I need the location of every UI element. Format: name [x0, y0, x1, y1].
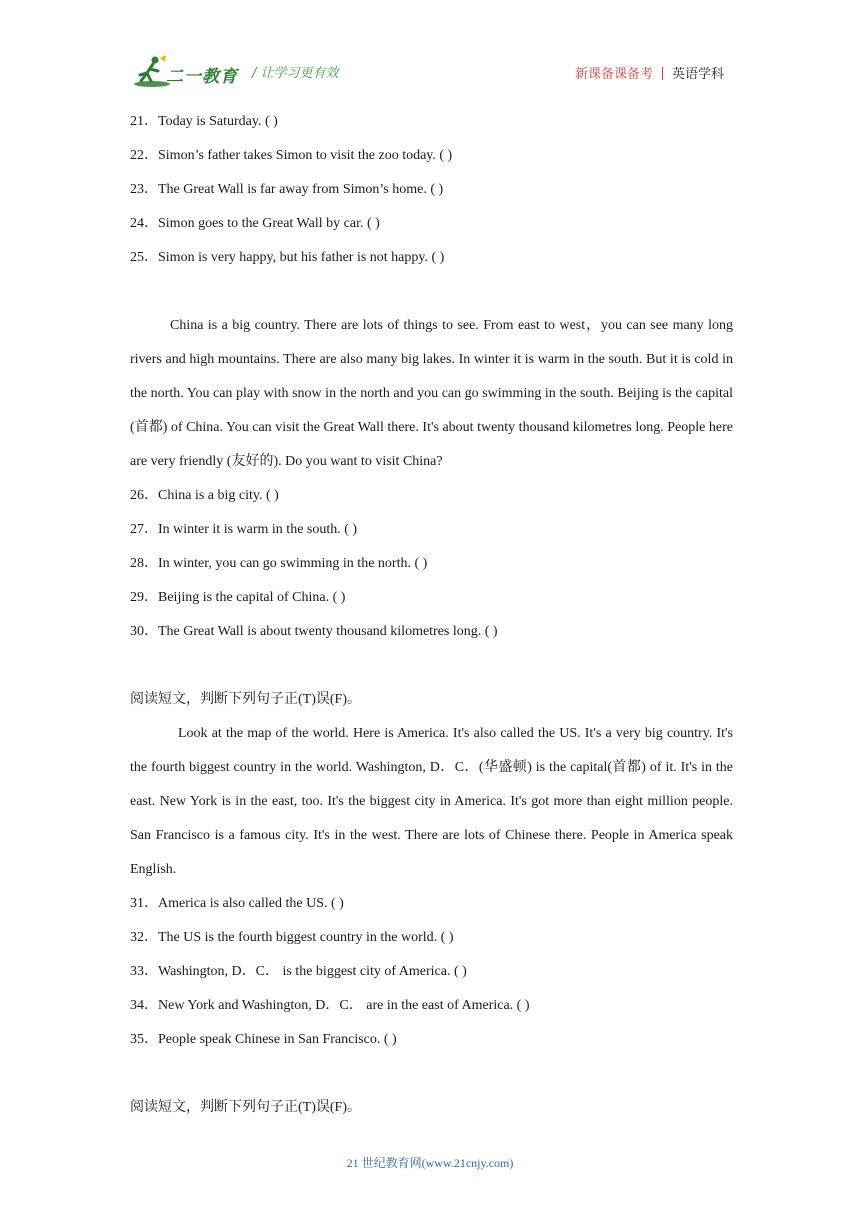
header-subject [575, 63, 724, 82]
instruction-section-4: 阅读短文，判断下列句子正(T)误(F)。 [130, 1100, 361, 1115]
document-body [130, 105, 733, 1125]
runner-icon [130, 54, 170, 90]
question-26: 26．China is a big city. ( ) [130, 488, 279, 503]
passage-china: China is a big country. There are lots of things to see. From east to west，you can see many long rivers and high mountains. There are also many big lakes. In winter it is warm in the south. But it is cold in the north. You can play with snow in the north and you can go swimming in the south. Beijing is the capital (首都) of China. You can visit the Great Wall there. It's about twenty thousand kilometres long. People here are very friendly (友好的). Do you want to visit China? [130, 318, 733, 469]
question-32: 32．The US is the fourth biggest country in the world. ( ) [130, 930, 454, 945]
question-23: 23．The Great Wall is far away from Simon’s home. ( ) [130, 182, 444, 197]
logo [130, 54, 242, 90]
spacer [130, 649, 733, 683]
header-label-subject: 英语学科 [671, 67, 724, 82]
question-33: 33．Washington, D．C． is the biggest city of America. ( ) [130, 964, 467, 979]
page-footer: 21 世纪教育网(www.21cnjy.com) [346, 1156, 514, 1170]
instruction-section-3: 阅读短文，判断下列句子正(T)误(F)。 [130, 692, 361, 707]
page-header [130, 54, 730, 90]
question-31: 31．America is also called the US. ( ) [130, 896, 344, 911]
question-34: 34．New York and Washington, D．C． are in the east of America. ( ) [130, 998, 530, 1013]
question-21: 21．Today is Saturday. ( ) [130, 114, 278, 129]
question-29: 29．Beijing is the capital of China. ( ) [130, 590, 346, 605]
question-30: 30．The Great Wall is about twenty thousand kilometres long. ( ) [130, 624, 498, 639]
question-35: 35．People speak Chinese in San Francisco. ( ) [130, 1032, 397, 1047]
question-24: 24．Simon goes to the Great Wall by car. ( ) [130, 216, 380, 231]
question-27: 27．In winter it is warm in the south. ( ) [130, 522, 358, 537]
slogan: / 让学习更有效 [252, 66, 339, 81]
spacer [130, 1057, 733, 1091]
passage-america: Look at the map of the world. Here is America. It's also called the US. It's a very big country. It's the fourth biggest country in the world. Washington, D．C．(华盛顿) is the capital(首都) of it. It's in the east. New York is in the east, too. It's the biggest city in America. It's got more than eight million people. San Francisco is a famous city. It's in the west. There are lots of Chinese there. People in America speak English. [130, 726, 733, 877]
logo-text: 二一教育 [166, 67, 238, 87]
header-divider [662, 67, 663, 80]
question-25: 25．Simon is very happy, but his father is not happy. ( ) [130, 250, 445, 265]
question-28: 28．In winter, you can go swimming in the north. ( ) [130, 556, 428, 571]
question-22: 22．Simon’s father takes Simon to visit the zoo today. ( ) [130, 148, 453, 163]
spacer [130, 275, 733, 309]
header-label-course: 新课备课备考 [574, 67, 653, 82]
